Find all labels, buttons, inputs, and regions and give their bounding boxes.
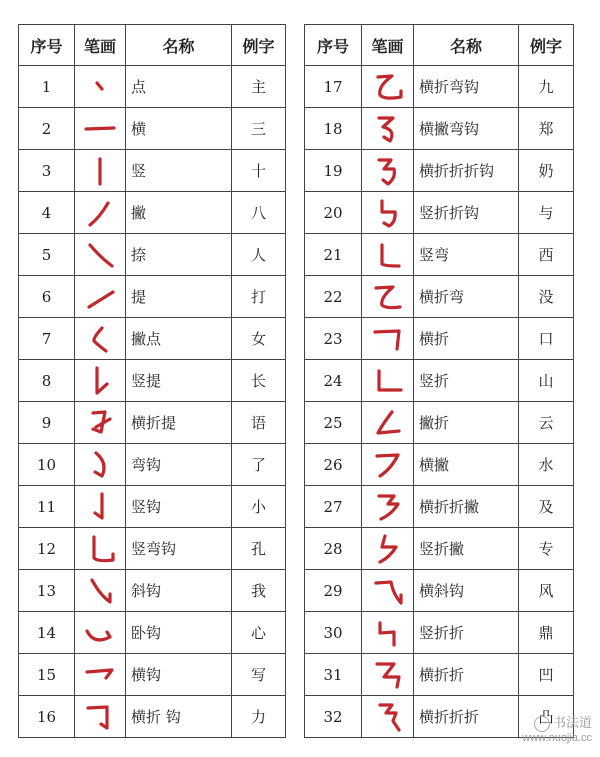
example-character: 及: [519, 486, 574, 528]
hzzp-stroke-icon: [368, 489, 408, 525]
example-character: 小: [232, 486, 286, 528]
table-row: [305, 150, 574, 192]
row-number: 2: [19, 108, 75, 150]
row-number: 30: [305, 612, 362, 654]
stroke-table-left: [18, 24, 286, 738]
stroke-name: 横折折撇: [414, 486, 519, 528]
stroke-name: 竖提: [126, 360, 232, 402]
stroke-name: 竖: [126, 150, 232, 192]
table-row: [19, 66, 286, 108]
stroke-name: 竖钩: [126, 486, 232, 528]
stroke-cell: [362, 192, 414, 234]
table-row: [305, 654, 574, 696]
stroke-cell: [362, 108, 414, 150]
example-character: 专: [519, 528, 574, 570]
table-row: [305, 318, 574, 360]
stroke-name: 斜钩: [126, 570, 232, 612]
header-example: 例字: [519, 25, 574, 66]
table-row: [19, 276, 286, 318]
hzzz-stroke-icon: [368, 699, 408, 735]
hengzhewan-stroke-icon: [368, 279, 408, 315]
example-character: 山: [519, 360, 574, 402]
row-number: 25: [305, 402, 362, 444]
example-character: 郑: [519, 108, 574, 150]
shuwangou-stroke-icon: [80, 531, 120, 567]
example-character: 心: [232, 612, 286, 654]
table-row: [19, 486, 286, 528]
stroke-cell: [362, 360, 414, 402]
wogou-stroke-icon: [80, 615, 120, 651]
stroke-name: 横撇弯钩: [414, 108, 519, 150]
row-number: 1: [19, 66, 75, 108]
table-row: [19, 318, 286, 360]
table-row: [19, 570, 286, 612]
stroke-cell: [75, 234, 126, 276]
table-row: [305, 402, 574, 444]
example-character: 女: [232, 318, 286, 360]
piedian-stroke-icon: [80, 321, 120, 357]
dian-stroke-icon: [80, 69, 120, 105]
stroke-cell: [362, 402, 414, 444]
example-character: 九: [519, 66, 574, 108]
example-character: 打: [232, 276, 286, 318]
table-row: [305, 108, 574, 150]
row-number: 18: [305, 108, 362, 150]
stroke-cell: [362, 696, 414, 738]
hengzheti-stroke-icon: [80, 405, 120, 441]
stroke-cell: [75, 570, 126, 612]
stroke-name: 弯钩: [126, 444, 232, 486]
row-number: 4: [19, 192, 75, 234]
table-row: [19, 528, 286, 570]
shugou-stroke-icon: [80, 489, 120, 525]
row-number: 8: [19, 360, 75, 402]
row-number: 16: [19, 696, 75, 738]
example-character: 凸: [519, 696, 574, 738]
stroke-name: 撇点: [126, 318, 232, 360]
example-character: 长: [232, 360, 286, 402]
header-number: 序号: [19, 25, 75, 66]
stroke-cell: [75, 360, 126, 402]
hengzhe-stroke-icon: [368, 321, 408, 357]
hzzzg-stroke-icon: [368, 153, 408, 189]
stroke-name: 撇: [126, 192, 232, 234]
stroke-name: 提: [126, 276, 232, 318]
hzz-stroke-icon: [368, 657, 408, 693]
szz-stroke-icon: [368, 615, 408, 651]
stroke-cell: [362, 486, 414, 528]
row-number: 6: [19, 276, 75, 318]
stroke-cell: [75, 696, 126, 738]
stroke-name: 横折提: [126, 402, 232, 444]
row-number: 7: [19, 318, 75, 360]
hengpie-stroke-icon: [368, 447, 408, 483]
heng-stroke-icon: [80, 111, 120, 147]
example-character: 我: [232, 570, 286, 612]
stroke-cell: [75, 486, 126, 528]
row-number: 9: [19, 402, 75, 444]
stroke-cell: [75, 108, 126, 150]
table-row: [305, 486, 574, 528]
shuzhe-stroke-icon: [368, 363, 408, 399]
stroke-cell: [362, 444, 414, 486]
stroke-tables: [18, 24, 574, 738]
stroke-name: 卧钩: [126, 612, 232, 654]
table-row: [305, 192, 574, 234]
example-character: 没: [519, 276, 574, 318]
stroke-cell: [362, 276, 414, 318]
table-row: [19, 612, 286, 654]
stroke-cell: [362, 528, 414, 570]
stroke-name: 撇折: [414, 402, 519, 444]
stroke-name: 横撇: [414, 444, 519, 486]
row-number: 13: [19, 570, 75, 612]
table-row: [305, 528, 574, 570]
row-number: 21: [305, 234, 362, 276]
stroke-name: 横折弯钩: [414, 66, 519, 108]
example-character: 云: [519, 402, 574, 444]
stroke-cell: [362, 150, 414, 192]
stroke-name: 竖折撇: [414, 528, 519, 570]
watermark-title: 书法道: [552, 715, 592, 731]
row-number: 32: [305, 696, 362, 738]
stroke-cell: [75, 150, 126, 192]
example-character: 水: [519, 444, 574, 486]
header-name: 名称: [126, 25, 232, 66]
row-number: 24: [305, 360, 362, 402]
row-number: 27: [305, 486, 362, 528]
na-stroke-icon: [80, 237, 120, 273]
stroke-name: 横钩: [126, 654, 232, 696]
table-row: [305, 612, 574, 654]
wangou-stroke-icon: [80, 447, 120, 483]
stroke-name: 竖弯钩: [126, 528, 232, 570]
stroke-name: 横: [126, 108, 232, 150]
stroke-name: 竖折折: [414, 612, 519, 654]
table-row: [19, 192, 286, 234]
stroke-cell: [75, 654, 126, 696]
example-character: 与: [519, 192, 574, 234]
stroke-name: 横折: [414, 318, 519, 360]
example-character: 十: [232, 150, 286, 192]
example-character: 凹: [519, 654, 574, 696]
stroke-cell: [75, 318, 126, 360]
stroke-cell: [362, 654, 414, 696]
table-row: [19, 234, 286, 276]
table-row: [305, 66, 574, 108]
row-number: 31: [305, 654, 362, 696]
stroke-name: 竖折折钩: [414, 192, 519, 234]
stroke-name: 竖弯: [414, 234, 519, 276]
row-number: 15: [19, 654, 75, 696]
hengxiegou-stroke-icon: [368, 573, 408, 609]
stroke-name: 横折折折: [414, 696, 519, 738]
row-number: 22: [305, 276, 362, 318]
stroke-cell: [75, 192, 126, 234]
row-number: 20: [305, 192, 362, 234]
shuti-stroke-icon: [80, 363, 120, 399]
ti-stroke-icon: [80, 279, 120, 315]
example-character: 西: [519, 234, 574, 276]
stroke-name: 横折折: [414, 654, 519, 696]
example-character: 孔: [232, 528, 286, 570]
table-row: [19, 150, 286, 192]
header-stroke: 笔画: [362, 25, 414, 66]
stroke-name: 捺: [126, 234, 232, 276]
example-character: 八: [232, 192, 286, 234]
example-character: 鼎: [519, 612, 574, 654]
watermark: [522, 715, 592, 745]
row-number: 26: [305, 444, 362, 486]
header-name: 名称: [414, 25, 519, 66]
example-character: 语: [232, 402, 286, 444]
stroke-cell: [362, 612, 414, 654]
row-number: 11: [19, 486, 75, 528]
stroke-name: 竖折: [414, 360, 519, 402]
row-number: 5: [19, 234, 75, 276]
szp-stroke-icon: [368, 531, 408, 567]
example-character: 口: [519, 318, 574, 360]
stroke-cell: [362, 66, 414, 108]
stroke-cell: [75, 612, 126, 654]
table-row: [19, 696, 286, 738]
wechat-logo-icon: [534, 716, 550, 732]
henggou-stroke-icon: [80, 657, 120, 693]
row-number: 28: [305, 528, 362, 570]
example-character: 了: [232, 444, 286, 486]
header-stroke: 笔画: [75, 25, 126, 66]
stroke-cell: [75, 444, 126, 486]
stroke-name: 横折弯: [414, 276, 519, 318]
table-row: [305, 444, 574, 486]
row-number: 14: [19, 612, 75, 654]
hengzhewangou-stroke-icon: [368, 69, 408, 105]
example-character: 奶: [519, 150, 574, 192]
szzg-stroke-icon: [368, 195, 408, 231]
example-character: 人: [232, 234, 286, 276]
piezhe-stroke-icon: [368, 405, 408, 441]
pie-stroke-icon: [80, 195, 120, 231]
stroke-name: 横斜钩: [414, 570, 519, 612]
stroke-name: 点: [126, 66, 232, 108]
table-header-row: [305, 25, 574, 66]
shuwan-stroke-icon: [368, 237, 408, 273]
table-row: [305, 234, 574, 276]
header-example: 例字: [232, 25, 286, 66]
stroke-cell: [362, 570, 414, 612]
watermark-url: www.nuojia.cc: [522, 731, 592, 744]
table-row: [305, 360, 574, 402]
table-row: [305, 570, 574, 612]
table-row: [305, 276, 574, 318]
example-character: 风: [519, 570, 574, 612]
example-character: 主: [232, 66, 286, 108]
table-header-row: [19, 25, 286, 66]
row-number: 10: [19, 444, 75, 486]
hengzhegou-stroke-icon: [80, 699, 120, 735]
stroke-cell: [75, 276, 126, 318]
table-row: [19, 402, 286, 444]
table-row: [19, 360, 286, 402]
example-character: 写: [232, 654, 286, 696]
row-number: 19: [305, 150, 362, 192]
table-row: [19, 108, 286, 150]
table-row: [19, 444, 286, 486]
stroke-name: 横折 钩: [126, 696, 232, 738]
xiegou-stroke-icon: [80, 573, 120, 609]
row-number: 17: [305, 66, 362, 108]
stroke-cell: [75, 66, 126, 108]
row-number: 23: [305, 318, 362, 360]
header-number: 序号: [305, 25, 362, 66]
stroke-cell: [75, 402, 126, 444]
example-character: 三: [232, 108, 286, 150]
stroke-table-right: [304, 24, 574, 738]
table-row: [19, 654, 286, 696]
row-number: 12: [19, 528, 75, 570]
row-number: 3: [19, 150, 75, 192]
stroke-name: 横折折折钩: [414, 150, 519, 192]
hengpiewangou-stroke-icon: [368, 111, 408, 147]
stroke-cell: [362, 234, 414, 276]
example-character: 力: [232, 696, 286, 738]
stroke-cell: [362, 318, 414, 360]
row-number: 29: [305, 570, 362, 612]
shu-stroke-icon: [80, 153, 120, 189]
stroke-cell: [75, 528, 126, 570]
